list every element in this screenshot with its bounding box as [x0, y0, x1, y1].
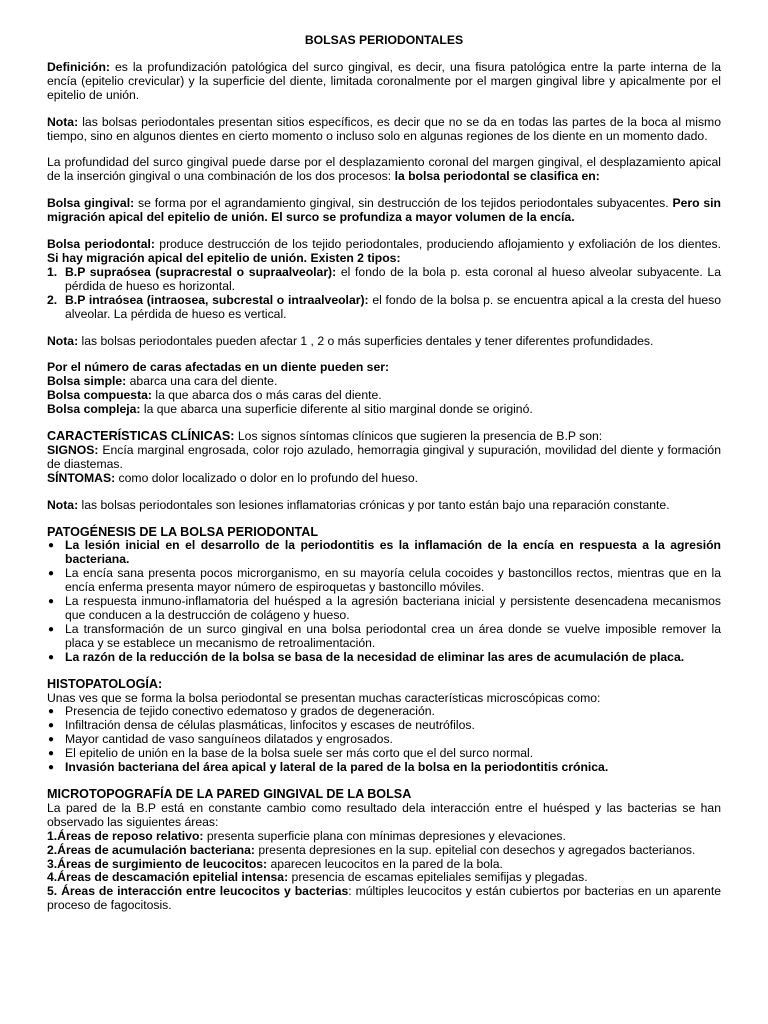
list-item-text: Presencia de tejido conectivo edematoso y grados de degeneración.: [65, 704, 435, 719]
list-item: [47, 266, 721, 294]
definition-text: es la profundización patológica del surco gingival, es decir, una fisura patológica entre la parte interna de la encía (epitelio crevicular) y la superficie del diente, limitada coronalmente por el margen gingival libre y apicalmente por el epitelio de unión.: [47, 59, 721, 102]
surfaces-item: [47, 403, 721, 417]
note-paragraph: [47, 335, 721, 349]
list-item: [47, 651, 721, 665]
gingival-pocket-label: Bolsa gingival:: [47, 196, 135, 211]
signs-label: SIGNOS:: [47, 442, 99, 457]
list-item-label: B.P supraósea (supracrestal o supraalveolar):: [65, 264, 337, 279]
note-text: las bolsas periodontales son lesiones inflamatorias crónicas y por tanto están bajo una reparación constante.: [78, 497, 670, 512]
bullet-icon: ●: [48, 623, 55, 635]
list-item: [47, 294, 721, 322]
note-text: las bolsas periodontales pueden afectar 1 , 2 o más superficies dentales y tener diferentes profundidades.: [78, 333, 654, 348]
area-item: [47, 830, 721, 844]
depth-text: La profundidad del surco gingival puede darse por el desplazamiento coronal del margen gingival, el desplazamiento apical de la inserción gingival o una combinación de los dos procesos:: [47, 155, 721, 184]
periodontal-pocket-bold: Si hay migración apical del epitelio de unión. Existen 2 tipos:: [47, 250, 401, 265]
gingival-pocket-paragraph: [47, 197, 721, 225]
list-item-text: El epitelio de unión en la base de la bolsa suele ser más corto que el del surco normal.: [65, 746, 534, 761]
document-page: [47, 34, 721, 913]
pathogenesis-heading-text: PATOGÉNESIS DE LA BOLSA PERIODONTAL: [47, 524, 319, 539]
symptoms-text: como dolor localizado o dolor en lo profundo del hueso.: [115, 470, 419, 485]
microtopography-intro: La pared de la B.P está en constante cambio como resultado dela interacción entre el huésped y las bacterias se han observado las siguientes áreas:: [47, 800, 721, 829]
symptoms-label: SÍNTOMAS:: [47, 470, 116, 485]
pathogenesis-heading: [47, 526, 721, 540]
bullet-icon: ●: [48, 568, 55, 580]
gingival-pocket-bold: Pero sin migración apical del epitelio de unión. El surco se profundiza a mayor volumen de la encía.: [47, 196, 722, 225]
histopathology-list: [47, 705, 721, 775]
list-item: [47, 623, 721, 651]
area-item-text: presenta depresiones en la sup. epitelial con desechos y agregados bacterianos.: [254, 842, 696, 857]
note-label: Nota:: [47, 497, 79, 512]
histopathology-heading: [47, 678, 721, 692]
bullet-icon: ●: [48, 540, 55, 552]
surfaces-item-label: Bolsa compleja:: [47, 402, 141, 417]
list-item-text: La encía sana presenta pocos microrganismo, en su mayoría celula cocoides y bastoncillos rectos, mientras que en la encía enferma presenta mayor número de espiroquetas y bastoncillo móviles.: [65, 566, 721, 595]
list-item: [47, 733, 721, 747]
surfaces-item-label: Bolsa compuesta:: [47, 388, 152, 403]
area-item-label: 3.Áreas de surgimiento de leucocitos:: [47, 856, 268, 871]
list-item: [47, 705, 721, 719]
clinical-text: Los signos síntomas clínicos que sugieren la presencia de B.P son:: [234, 429, 603, 444]
note-label: Nota:: [47, 333, 79, 348]
bullet-icon: ●: [48, 596, 55, 608]
list-item: [47, 761, 721, 775]
list-item: [47, 719, 721, 733]
note-paragraph: [47, 116, 721, 144]
periodontal-pocket-paragraph: [47, 238, 721, 266]
area-item-text: presencia de escamas epiteliales semifijas y plegadas.: [288, 870, 588, 885]
list-item-text: La razón de la reducción de la bolsa se basa de la necesidad de eliminar las ares de acumulación de placa.: [65, 649, 685, 664]
area-item-label: 2.Áreas de acumulación bacteriana:: [47, 842, 255, 857]
area-item-label: 1.Áreas de reposo relativo:: [47, 828, 204, 843]
definition-label: Definición:: [47, 59, 110, 74]
list-item-text: el fondo de la bola p. esta coronal al hueso alveolar subyacente. La pérdida de hueso es horizontal.: [65, 264, 721, 293]
surfaces-item: [47, 389, 721, 403]
bullet-icon: ●: [48, 762, 55, 774]
surfaces-item-label: Bolsa simple:: [47, 374, 127, 389]
area-item: [47, 844, 721, 858]
definition-paragraph: [47, 61, 721, 103]
periodontal-pocket-label: Bolsa periodontal:: [47, 237, 155, 252]
area-item-label: 5. Áreas de interacción entre leucocitos y bacterias: [47, 884, 349, 899]
list-item: [47, 595, 721, 623]
note-label: Nota:: [47, 114, 79, 129]
surfaces-item: [47, 375, 721, 389]
note-paragraph: [47, 499, 721, 513]
clinical-paragraph: [47, 430, 721, 444]
area-item-text: : múltiples leucocitos y están cubiertos por bacterias en un aparente proceso de fagocitosis.: [47, 884, 722, 913]
list-item: [47, 539, 721, 567]
list-item: [47, 747, 721, 761]
pocket-types-list: [47, 266, 721, 322]
pathogenesis-list: [47, 539, 721, 664]
bullet-icon: ●: [48, 734, 55, 746]
list-item: [47, 567, 721, 595]
microtopography-heading-text: MICROTOPOGRAFÍA DE LA PARED GINGIVAL DE LA BOLSA: [47, 786, 412, 801]
surfaces-heading: [47, 361, 721, 375]
bullet-icon: ●: [48, 720, 55, 732]
area-item: [47, 885, 721, 913]
list-item-text: el fondo de la bolsa p. se encuentra apical a la cresta del hueso alveolar. La pérdida de hueso es vertical.: [65, 292, 721, 321]
list-item-text: Invasión bacteriana del área apical y lateral de la pared de la bolsa en la periodontitis crónica.: [65, 760, 609, 775]
gingival-pocket-text: se forma por el agrandamiento gingival, sin destrucción de los tejidos periodontales subyacentes.: [134, 196, 673, 211]
histopathology-heading-text: HISTOPATOLOGÍA:: [47, 676, 163, 691]
list-number: 2.: [47, 292, 58, 307]
area-item-label: 4.Áreas de descamación epitelial intensa:: [47, 870, 289, 885]
document-title: BOLSAS PERIODONTALES: [304, 33, 464, 47]
list-item-label: B.P intraósea (intraosea, subcrestal o intraalveolar):: [65, 292, 369, 307]
surfaces-item-text: abarca una cara del diente.: [126, 374, 278, 389]
histopathology-intro: Unas ves que se forma la bolsa periodontal se presentan muchas características microscópicas como:: [47, 690, 601, 705]
area-item-text: presenta superficie plana con mínimas depresiones y elevaciones.: [203, 828, 566, 843]
clinical-label: CARACTERÍSTICAS CLÍNICAS:: [47, 429, 235, 444]
list-item-text: Infiltración densa de células plasmáticas, linfocitos y escases de neutrófilos.: [65, 718, 475, 733]
surfaces-item-text: la que abarca dos o más caras del diente.: [151, 388, 382, 403]
symptoms-paragraph: [47, 472, 721, 486]
depth-paragraph: [47, 156, 721, 184]
list-item-text: La transformación de un surco gingival en una bolsa periodontal crea un área donde se vuelve imposible remover la placa y se establece un mecanismo de retroalimentación.: [65, 621, 721, 650]
area-item-text: aparecen leucocitos en la pared de la bola.: [267, 856, 503, 871]
surfaces-item-text: la que abarca una superficie diferente al sitio marginal donde se originó.: [140, 402, 533, 417]
bullet-icon: ●: [48, 748, 55, 760]
depth-bold: la bolsa periodontal se clasifica en:: [394, 169, 600, 184]
microtopography-heading: [47, 788, 721, 802]
list-item-text: La lesión inicial en el desarrollo de la periodontitis es la inflamación de la encía en respuesta a la agresión bacteriana.: [65, 538, 721, 567]
bullet-icon: ●: [48, 706, 55, 718]
note-text: las bolsas periodontales presentan sitios específicos, es decir que no se da en todas las partes de la boca al mismo tiempo, sino en algunos dientes en cierto momento o incluso solo en algunas regiones de los diente en un momento dado.: [47, 114, 721, 143]
list-number: 1.: [47, 264, 58, 279]
signs-text: Encía marginal engrosada, color rojo azulado, hemorragia gingival y supuración, movilidad del diente y formación de diastemas.: [47, 442, 721, 471]
periodontal-pocket-text: produce destrucción de los tejido periodontales, produciendo aflojamiento y exfoliación de los dientes.: [154, 237, 721, 252]
list-item-text: La respuesta inmuno-inflamatoria del huésped a la agresión bacteriana inicial y persistente desencadena mecanismos que conducen a la destrucción de colágeno y hueso.: [65, 594, 721, 622]
surfaces-heading-text: Por el número de caras afectadas en un diente pueden ser:: [47, 360, 390, 375]
list-item-text: Mayor cantidad de vaso sanguíneos dilatados y engrosados.: [65, 732, 393, 747]
bullet-icon: ●: [48, 651, 55, 663]
signs-paragraph: [47, 444, 721, 472]
